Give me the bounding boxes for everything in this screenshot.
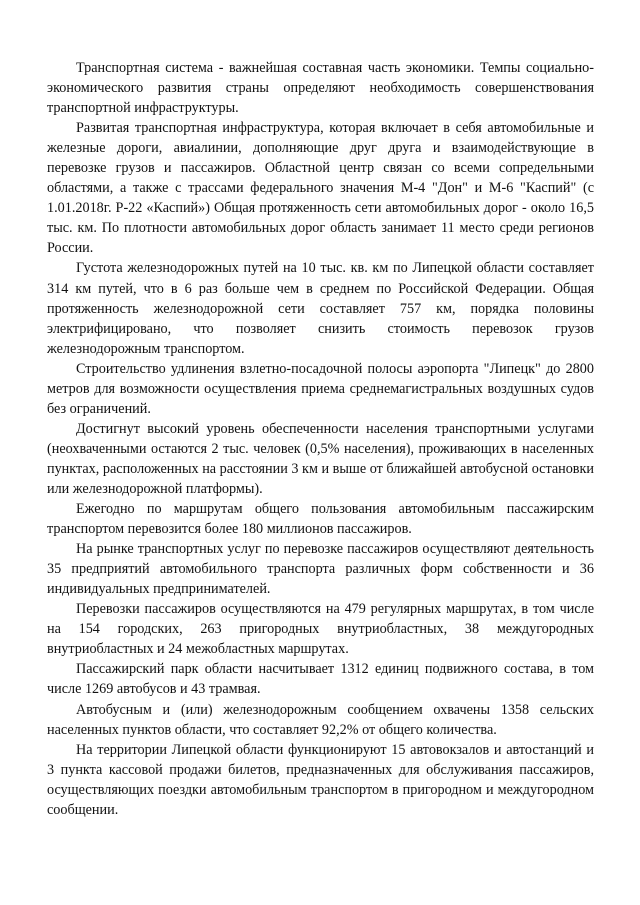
paragraph-transport-system: Транспортная система - важнейшая составная часть экономики. Темпы социально-экономического развития страны определяют необходимость совершенствования транспортной инфраструктуры. <box>47 60 594 117</box>
paragraph-regular-routes: Перевозки пассажиров осуществляются на 479 регулярных маршрутах, в том числе на 154 городских, 263 пригородных внутриобластных, 38 междугородных внутриобластных и 24 межобластных маршрутах. <box>47 601 594 658</box>
paragraph-transport-market: На рынке транспортных услуг по перевозке пассажиров осуществляют деятельность 35 предприятий автомобильного транспорта различных форм собственности и 36 индивидуальных предпринимателей. <box>47 541 594 598</box>
paragraph-service-coverage: Достигнут высокий уровень обеспеченности населения транспортными услугами (неохваченными остаются 2 тыс. человек (0,5% населения), проживающих в населенных пунктах, расположенных на расстоянии 3 км и выше от ближайшей автобусной остановки или железнодорожной платформы). <box>47 420 594 497</box>
paragraph-airport-runway: Строительство удлинения взлетно-посадочной полосы аэропорта "Липецк" до 2800 метров для возможности осуществления приема среднемагистральных воздушных судов без ограничений. <box>47 360 594 417</box>
document-body <box>47 58 594 820</box>
paragraph-vehicle-fleet: Пассажирский парк области насчитывает 1312 единиц подвижного состава, в том числе 1269 автобусов и 43 трамвая. <box>47 661 594 698</box>
paragraph-rural-coverage: Автобусным и (или) железнодорожным сообщением охвачены 1358 сельских населенных пунктов области, что составляет 92,2% от общего количества. <box>47 701 594 738</box>
paragraph-bus-stations: На территории Липецкой области функционируют 15 автовокзалов и автостанций и 3 пункта кассовой продажи билетов, предназначенных для обслуживания пассажиров, осуществляющих поездки автомобильным транспортом в пригородном и междугородном сообщении. <box>47 741 594 818</box>
paragraph-railway-density: Густота железнодорожных путей на 10 тыс. кв. км по Липецкой области составляет 314 км путей, что в 6 раз больше чем в среднем по Российской Федерации. Общая протяженность железнодорожной сети составляет 757 км, порядка половины электрифицировано, что позволяет снизить стоимость перевозок грузов железнодорожным транспортом. <box>47 260 594 357</box>
paragraph-annual-passengers: Ежегодно по маршрутам общего пользования автомобильным пассажирским транспортом перевозится более 180 миллионов пассажиров. <box>47 501 594 538</box>
paragraph-road-infrastructure: Развитая транспортная инфраструктура, которая включает в себя автомобильные и железные дороги, авиалинии, дополняющие друг друга и взаимодействующие в перевозке грузов и пассажиров. Областной центр связан со всеми сопредельными областями, а также с трассами федерального значения М-4 "Дон" и М-6 "Каспий" (с 1.01.2018г. Р-22 «Каспий») Общая протяженность сети автомобильных дорог - около 16,5 тыс. км. По плотности автомобильных дорог область занимает 11 место среди регионов России. <box>47 120 594 257</box>
